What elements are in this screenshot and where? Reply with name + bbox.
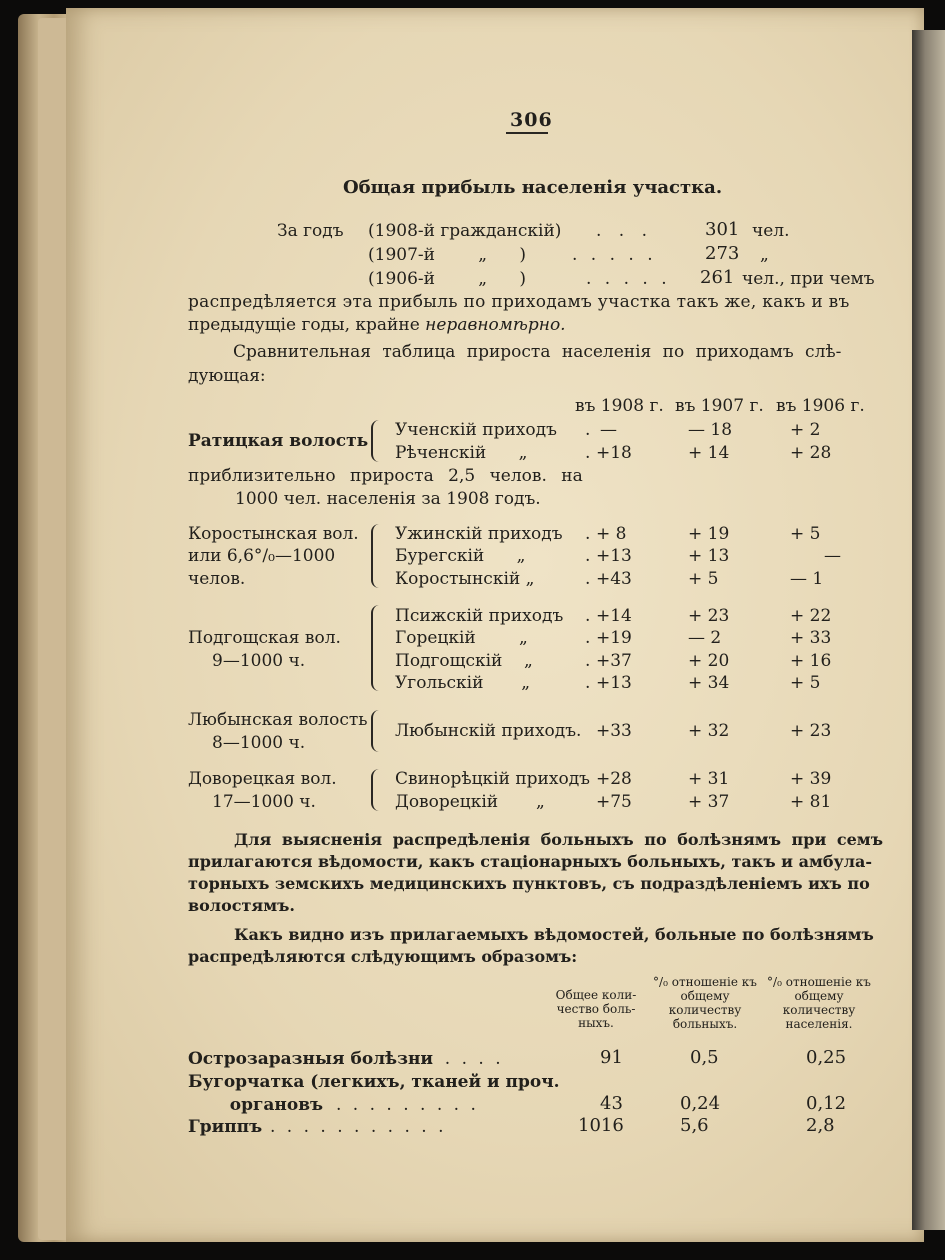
group-brace [371, 710, 381, 752]
group-korostynskaya-label: челов. [188, 569, 246, 589]
group-podgoshchskaya-label: Подгощская вол. [188, 628, 341, 648]
parish-value-1908: +13 [596, 673, 632, 693]
parish-value-1908: +14 [596, 606, 632, 626]
para2-line1: Сравнительная таблица прироста населенія по приходамъ слѣ- [233, 342, 842, 362]
parish-name: Рѣченскій „ [395, 443, 528, 463]
parish-dot: . [585, 651, 591, 671]
parish-value-1907: + 13 [688, 546, 730, 566]
parish-value-1908: +18 [596, 443, 632, 463]
disease-pct-population: 0,25 [806, 1047, 847, 1068]
parish-value-1908: + 8 [596, 524, 627, 544]
parish-value-1908: +33 [596, 721, 632, 741]
para1-line3-text: предыдущіе годы, крайне [188, 315, 426, 335]
disease-pct-patients: 5,6 [680, 1115, 709, 1136]
disease-count: 91 [600, 1047, 623, 1068]
parish-value-1906: + 28 [790, 443, 832, 463]
disease-count: 43 [600, 1093, 623, 1114]
disease-name: Острозаразныя болѣзни [188, 1049, 434, 1069]
disease-dots: . . . . . [428, 1049, 504, 1069]
parish-value-1908: +75 [596, 792, 632, 812]
disease-header-count: Общее коли-чество боль-ныхъ. [555, 988, 637, 1030]
parish-value-1908: +28 [596, 769, 632, 789]
para4-line: распредѣляются слѣдующимъ образомъ: [188, 947, 578, 966]
group-ratitskaya-label: Ратицкая волость [188, 431, 369, 451]
group-lyubynskaya-label: Любынская волость [188, 710, 368, 730]
parish-value-1906: + 22 [790, 606, 832, 626]
group-lyubynskaya-label: 8—1000 ч. [212, 733, 306, 753]
group-dovoretskaya-label: 17—1000 ч. [212, 792, 316, 812]
group-korostynskaya-label: или 6,6°/₀—1000 [188, 546, 336, 566]
year-value-1906: 261 [700, 267, 735, 288]
parish-value-1908: +43 [596, 569, 632, 589]
parish-value-1907: — 2 [688, 628, 722, 648]
page-title: Общая прибыль населенія участка. [343, 177, 723, 198]
group-podgoshchskaya-label: 9—1000 ч. [212, 651, 306, 671]
disease-pct-patients: 0,24 [680, 1093, 721, 1114]
para3-line: волостямъ. [188, 896, 295, 915]
parish-value-1907: + 37 [688, 792, 730, 812]
parish-dot: . [585, 546, 591, 566]
group-note: приблизительно прироста 2,5 челов. на [188, 466, 583, 486]
parish-name: Ученскій приходъ [395, 420, 557, 440]
para1-line3-emphasis: неравномѣрно. [425, 315, 566, 335]
parish-dot: . [585, 673, 591, 693]
para1-line2: распредѣляется эта прибыль по приходамъ участка такъ же, какъ и въ [188, 292, 850, 312]
parish-value-1906: + 16 [790, 651, 832, 671]
disease-count: 1016 [578, 1115, 624, 1136]
disease-dots: . . . . . . . . . . . [270, 1117, 447, 1137]
parish-dot: . [585, 606, 591, 626]
parish-name: Псижскій приходъ [395, 606, 564, 626]
parish-dot: . [585, 443, 591, 463]
parish-name: Подгощскій „ [395, 651, 533, 671]
parish-value-1907: + 14 [688, 443, 730, 463]
parish-value-1906: + 2 [790, 420, 821, 440]
year-label-1906: (1906-й „ ) [368, 269, 527, 289]
year-label-1908: (1908-й гражданскій) [368, 221, 562, 241]
group-brace [371, 769, 381, 811]
parish-value-1906: + 5 [790, 673, 821, 693]
parish-value-1906: + 5 [790, 524, 821, 544]
para3-line: торныхъ земскихъ медицинскихъ пунктовъ, съ подраздѣленіемъ ихъ по [188, 874, 870, 893]
year-lead: За годъ [277, 221, 344, 241]
parish-value-1908: +13 [596, 546, 632, 566]
disease-header-pct-population: °/₀ отношеніе къ общему количеству населенія. [767, 975, 871, 1031]
year-dots-1906: . . . . . [586, 269, 671, 289]
disease-name: Бугорчатка (легкихъ, тканей и проч. [188, 1072, 560, 1092]
parish-dot: . [585, 628, 591, 648]
parish-name: Угольскій „ [395, 673, 531, 693]
group-brace [371, 605, 381, 691]
parish-value-1907: + 5 [688, 569, 719, 589]
para3-line: Для выясненія распредѣленія больныхъ по болѣзнямъ при семъ [234, 830, 883, 849]
group-brace [371, 420, 381, 462]
year-value-1908: 301 [705, 219, 740, 240]
parish-value-1908: +37 [596, 651, 632, 671]
parish-name: Любынскій приходъ. [395, 721, 582, 741]
group-korostynskaya-label: Коростынская вол. [188, 524, 359, 544]
col-header-1907: въ 1907 г. [675, 396, 764, 416]
parish-value-1906: + 23 [790, 721, 832, 741]
parish-value-1907: + 20 [688, 651, 730, 671]
parish-name: Ужинскій приходъ [395, 524, 563, 544]
col-header-1906: въ 1906 г. [776, 396, 865, 416]
disease-header-pct-patients: °/₀ отношеніе къ общему количеству больныхъ. [653, 975, 757, 1031]
year-dots-1908: . . . [596, 221, 654, 241]
parish-value-1907: + 31 [688, 769, 730, 789]
para4-line: Какъ видно изъ прилагаемыхъ вѣдомостей, больные по болѣзнямъ [234, 925, 874, 944]
col-header-1908: въ 1908 г. [575, 396, 664, 416]
disease-name: органовъ [212, 1095, 324, 1115]
parish-name: Доворецкій „ [395, 792, 545, 812]
parish-value-1907: + 34 [688, 673, 730, 693]
year-label-1907: (1907-й „ ) [368, 245, 527, 265]
parish-value-1907: — 18 [688, 420, 733, 440]
page-number-rule [506, 132, 548, 134]
year-value-1907: 273 [705, 243, 740, 264]
disease-pct-population: 2,8 [806, 1115, 835, 1136]
parish-value-1907: + 23 [688, 606, 730, 626]
year-dots-1907: . . . . . [572, 245, 657, 265]
facing-page-edge [912, 30, 945, 1230]
page-number: 306 [510, 109, 553, 131]
para1-line3 [188, 315, 566, 335]
disease-name: Гриппъ [188, 1117, 263, 1137]
parish-name: Горецкій „ [395, 628, 528, 648]
year-unit-1908: чел. [752, 221, 790, 241]
disease-pct-population: 0,12 [806, 1093, 847, 1114]
disease-pct-patients: 0,5 [690, 1047, 719, 1068]
parish-value-1906: + 39 [790, 769, 832, 789]
parish-value-1906: — 1 [790, 569, 824, 589]
group-brace [371, 524, 381, 588]
parish-dot: . [585, 569, 591, 589]
parish-name: Коростынскій „ [395, 569, 535, 589]
group-dovoretskaya-label: Доворецкая вол. [188, 769, 337, 789]
parish-value-1906: + 81 [790, 792, 832, 812]
parish-value-1907: + 19 [688, 524, 730, 544]
year-unit-1906: чел., при чемъ [742, 269, 875, 289]
parish-name: Бурегскій „ [395, 546, 526, 566]
parish-value-1907: + 32 [688, 721, 730, 741]
para2-line2: дующая: [188, 366, 266, 386]
disease-dots: . . . . . . . . . [336, 1095, 479, 1115]
parish-name: Свинорѣцкій приходъ [395, 769, 590, 789]
parish-value-1906: + 33 [790, 628, 832, 648]
parish-dot: . [585, 524, 591, 544]
para3-line: прилагаются вѣдомости, какъ стаціонарныхъ больныхъ, такъ и амбула- [188, 852, 873, 871]
group-note: 1000 чел. населенія за 1908 годъ. [235, 489, 541, 509]
parish-value-1908: +19 [596, 628, 632, 648]
parish-value-1906: — [824, 546, 841, 566]
year-unit-1907: „ [760, 245, 769, 265]
parish-value-1908: — [600, 420, 617, 440]
parish-dot: . [585, 420, 591, 440]
